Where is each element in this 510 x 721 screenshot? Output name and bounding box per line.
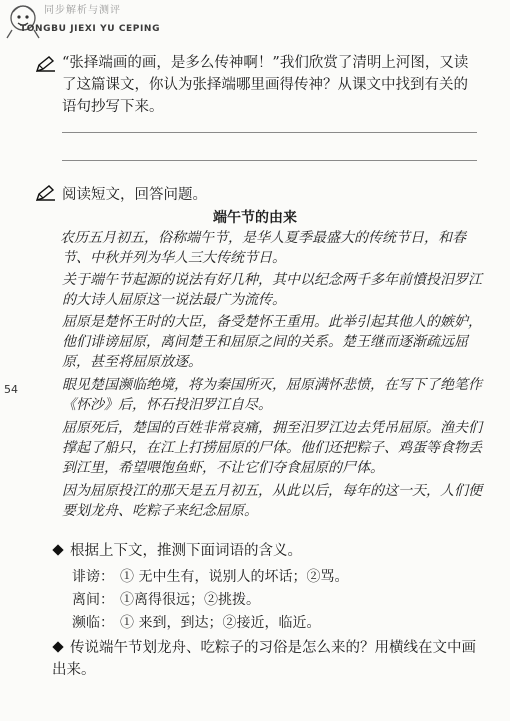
article-paragraph: 屈原是楚怀王时的大臣，备受楚怀王重用。此举引起其他人的嫉妒，他们诽谤屈原，离间楚王和屈原之间的关系。楚王继而逐渐疏远屈原，甚至将屈原放逐。 xyxy=(62,314,482,370)
task-1 xyxy=(52,540,492,562)
page-number: 54 xyxy=(4,383,18,396)
definition-options[interactable]: ① 来到，到达；②接近，临近。 xyxy=(120,615,321,631)
header-subtitle: TONGBU JIEXI YU CEPING xyxy=(20,24,161,34)
definition-term: 诽谤： xyxy=(72,569,114,585)
pencil-icon xyxy=(36,185,56,201)
article-title: 端午节的由来 xyxy=(213,210,297,226)
definition-term: 离间： xyxy=(72,592,114,608)
article-paragraph: 屈原死后，楚国的百姓非常哀痛，拥至汨罗江边去凭吊屈原。渔夫们撑起了船只，在江上打捞屈原的尸体。他们还把粽子、鸡蛋等食物丢到江里，希望喂饱鱼虾，不让它们夺食屈原的尸体。 xyxy=(62,420,482,476)
article-paragraph: 眼见楚国濒临绝境，将为秦国所灭，屈原满怀悲愤，在写下了绝笔作《怀沙》后，怀石投汨罗江自尽。 xyxy=(62,377,482,413)
answer-line-2[interactable] xyxy=(62,160,477,161)
definition-term: 濒临： xyxy=(72,615,114,631)
definition-row xyxy=(72,612,320,632)
question-2-text: 阅读短文，回答问题。 xyxy=(62,187,207,203)
definition-options[interactable]: ①离得很远；②挑拨。 xyxy=(120,592,260,608)
answer-line-1[interactable] xyxy=(62,132,477,133)
mascot-icon xyxy=(4,0,44,40)
diamond-bullet-icon xyxy=(52,641,63,652)
question-1-text: “张择端画的画，是多么传神啊！”我们欣赏了清明上河图，又读了这篇课文，你认为张择端哪里画得传神？从课文中找到有关的语句抄写下来。 xyxy=(62,55,469,115)
diamond-bullet-icon xyxy=(52,544,63,555)
article-paragraph: 关于端午节起源的说法有好几种，其中以纪念两千多年前憤投汨罗江的大诗人屈原这一说法最广为流传。 xyxy=(62,272,482,308)
task-1-text: 根据上下文，推测下面词语的含义。 xyxy=(70,543,302,559)
header-title: 同步解析与测评 xyxy=(44,5,121,16)
article-paragraph: 因为屈原投江的那天是五月初五，从此以后，每年的这一天，人们便要划龙舟、吃粽子来纪念屈原。 xyxy=(62,483,482,519)
definition-row xyxy=(72,589,260,609)
definition-row xyxy=(72,566,348,586)
definition-options[interactable]: ① 无中生有，说别人的坏话；②骂。 xyxy=(120,569,349,585)
page-header xyxy=(0,0,510,40)
pencil-icon xyxy=(36,56,56,72)
article-paragraph: 农历五月初五，俗称端午节，是华人夏季最盛大的传统节日，和春节、中秋并列为华人三大传统节日。 xyxy=(60,230,466,266)
task-2 xyxy=(52,637,482,681)
task-2-text: 传说端午节划龙舟、吃粽子的习俗是怎么来的？用横线在文中画出来。 xyxy=(52,640,476,678)
